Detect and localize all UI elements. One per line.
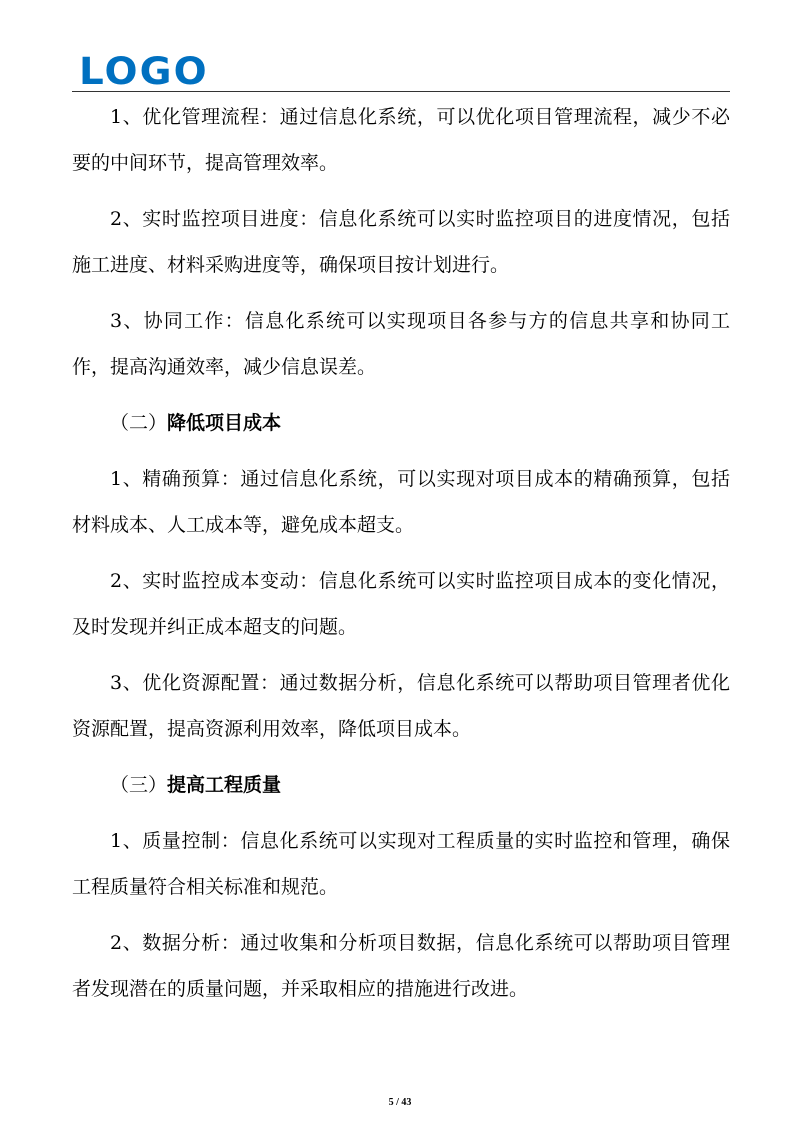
section-heading bbox=[72, 762, 730, 808]
paragraph: 2、实时监控项目进度：信息化系统可以实时监控项目的进度情况，包括施工进度、材料采购进度等，确保项目按计划进行。 bbox=[72, 208, 730, 276]
section-heading bbox=[72, 400, 730, 446]
paragraph: 3、优化资源配置：通过数据分析，信息化系统可以帮助项目管理者优化资源配置，提高资源利用效率，降低项目成本。 bbox=[72, 672, 730, 740]
paragraph: 1、精确预算：通过信息化系统，可以实现对项目成本的精确预算，包括材料成本、人工成本等，避免成本超支。 bbox=[72, 468, 730, 536]
section-number: （二） bbox=[110, 412, 168, 434]
section-title: 提高工程质量 bbox=[167, 774, 282, 796]
paragraph: 1、质量控制：信息化系统可以实现对工程质量的实时监控和管理，确保工程质量符合相关标准和规范。 bbox=[72, 830, 730, 898]
document-body bbox=[72, 94, 730, 1022]
paragraph: 3、协同工作：信息化系统可以实现项目各参与方的信息共享和协同工作，提高沟通效率，减少信息误差。 bbox=[72, 310, 730, 378]
section-title: 降低项目成本 bbox=[167, 412, 282, 434]
header-divider bbox=[72, 91, 730, 92]
page-number: 5 / 43 bbox=[388, 1097, 412, 1108]
section-number: （三） bbox=[110, 774, 168, 796]
paragraph: 2、实时监控成本变动：信息化系统可以实时监控项目成本的变化情况，及时发现并纠正成本超支的问题。 bbox=[72, 570, 730, 638]
logo: LOGO bbox=[79, 50, 209, 93]
paragraph: 1、优化管理流程：通过信息化系统，可以优化项目管理流程，减少不必要的中间环节，提高管理效率。 bbox=[72, 106, 730, 174]
paragraph: 2、数据分析：通过收集和分析项目数据，信息化系统可以帮助项目管理者发现潜在的质量问题，并采取相应的措施进行改进。 bbox=[72, 932, 730, 1000]
